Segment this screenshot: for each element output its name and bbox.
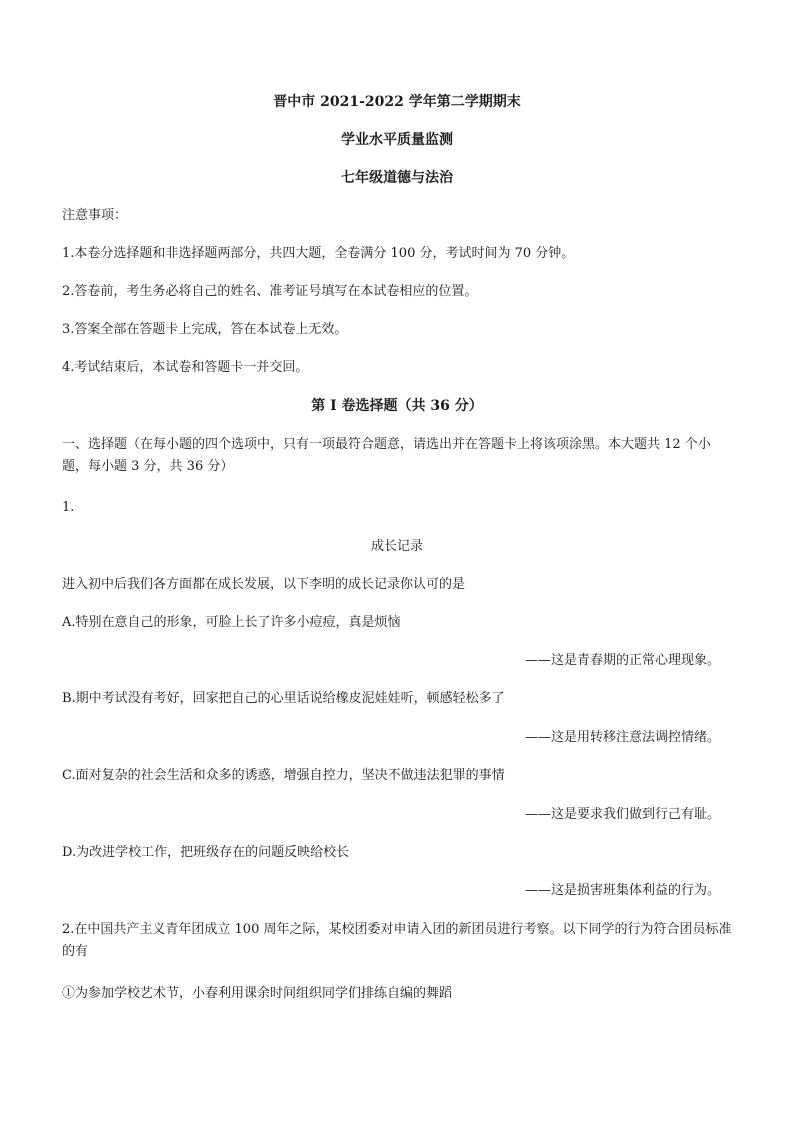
section1-instruction: 一、选择题（在每小题的四个选项中，只有一项最符合题意，请选出并在答题卡上将该项涂黑。本大题共 12 个小题，每小题 3 分，共 36 分） (62, 437, 711, 474)
question-1-option-a: A.特别在意自己的形象，可脸上长了许多小痘痘，真是烦恼 (62, 615, 401, 630)
exam-title-line2: 学业水平质量监测 (341, 132, 453, 148)
question-1-option-b-comment: ——这是用转移注意法调控情绪。 (524, 730, 720, 745)
note-item-2: 2.答卷前，考生务必将自己的姓名、准考证号填写在本试卷相应的位置。 (62, 284, 478, 299)
question-1-option-c: C.面对复杂的社会生活和众多的诱惑，增强自控力，坚决不做违法犯罪的事情 (62, 768, 505, 783)
exam-title-line1: 晋中市 2021-2022 学年第二学期期末 (273, 94, 521, 110)
exam-title-line3: 七年级道德与法治 (341, 170, 453, 186)
question-2-stem: 2.在中国共产主义青年团成立 100 周年之际，某校团委对申请入团的新团员进行考察。以下同学的行为符合团员标准的有 (62, 922, 732, 959)
note-item-4: 4.考试结束后，本试卷和答题卡一并交回。 (62, 360, 309, 375)
question-1-option-d-comment: ——这是损害班集体利益的行为。 (524, 883, 720, 898)
question-2-item-1: ①为参加学校艺术节，小春利用课余时间组织同学们排练自编的舞蹈 (62, 986, 453, 1001)
question-1-option-d: D.为改进学校工作，把班级存在的问题反映给校长 (62, 845, 350, 860)
notes-heading: 注意事项： (62, 208, 128, 223)
question-1-caption: 成长记录 (370, 539, 423, 554)
note-item-3: 3.答案全部在答题卡上完成，答在本试卷上无效。 (62, 322, 348, 337)
question-1-stem: 进入初中后我们各方面都在成长发展，以下李明的成长记录你认可的是 (62, 577, 466, 592)
note-item-1: 1.本卷分选择题和非选择题两部分，共四大题，全卷满分 100 分，考试时间为 70 分钟。 (62, 246, 575, 261)
question-1-option-a-comment: ——这是青春期的正常心理现象。 (524, 653, 720, 668)
question-1-option-c-comment: ——这是要求我们做到行己有耻。 (524, 807, 720, 822)
section1-title: 第 I 卷选择题（共 36 分） (311, 398, 483, 414)
question-1-option-b: B.期中考试没有考好，回家把自己的心里话说给橡皮泥娃娃听，顿感轻松多了 (62, 691, 505, 706)
question-1-number: 1. (62, 500, 75, 515)
